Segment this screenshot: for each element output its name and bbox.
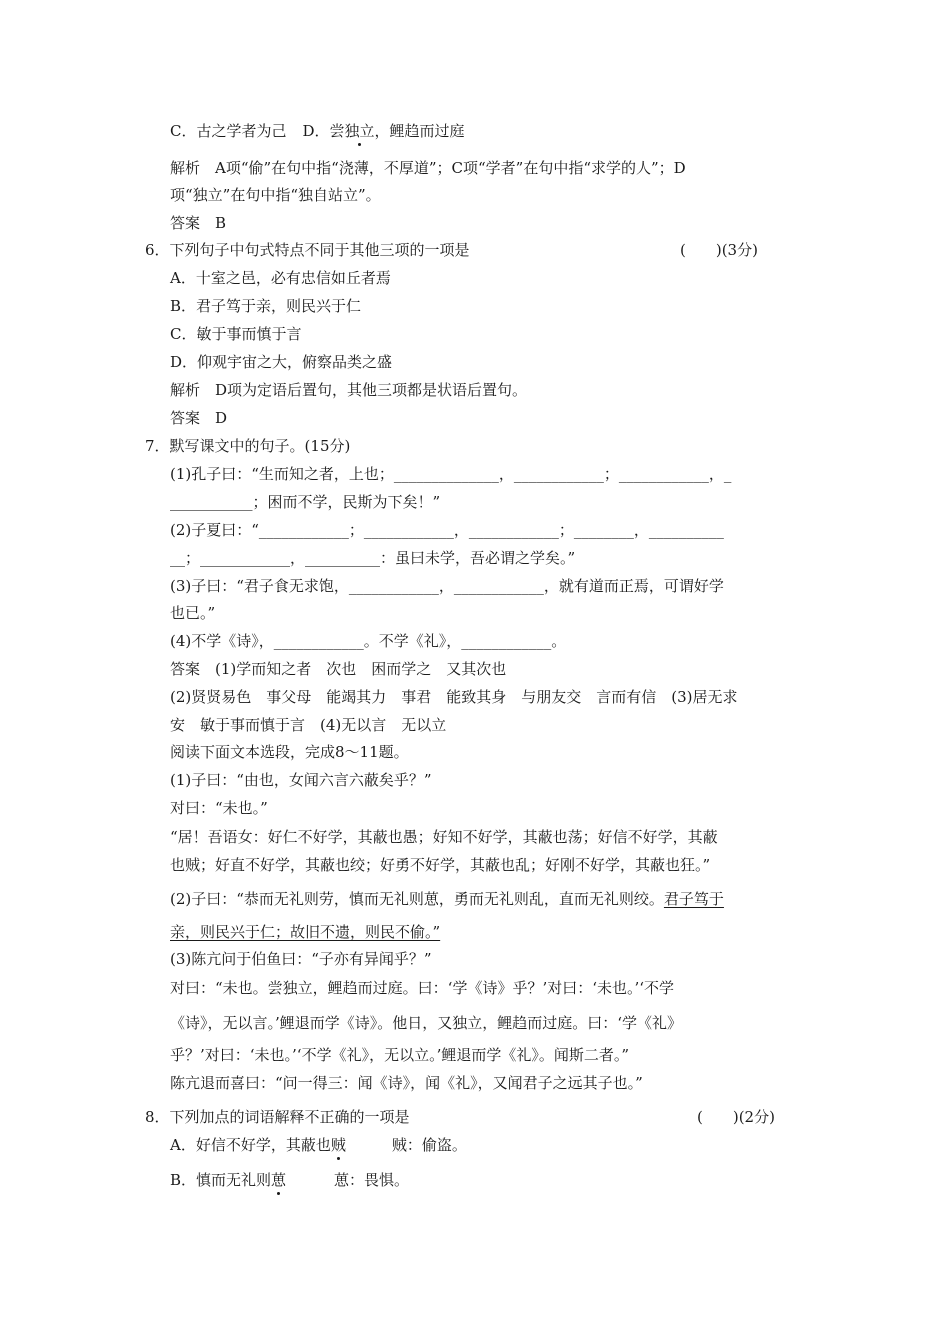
q7-line-3: (2)子夏曰：“____________；____________，____________；________，__________ <box>170 521 724 539</box>
reading-p3-line-4: 乎？’对曰：‘未也。’‘不学《礼》，无以立。’鲤退而学《礼》。闻斯二者。” <box>170 1046 630 1064</box>
reading-p2-underlined-1: 君子笃于 <box>663 890 724 908</box>
q6-option-a: A．十室之邑，必有忠信如丘者焉 <box>170 269 391 287</box>
q7-stem: 7．默写课文中的句子。(15分) <box>145 437 351 455</box>
q8-option-a-dotted: 贼 <box>330 1136 346 1154</box>
q6-answer: 答案 D <box>170 409 228 427</box>
q7-answer-1: 答案 (1)学而知之者 次也 困而学之 又其次也 <box>170 660 507 678</box>
q5-answer: 答案 B <box>170 214 227 232</box>
q7-line-6: 也已。” <box>170 604 216 622</box>
q7-answer-2: (2)贤贤易色 事父母 能竭其力 事君 能致其身 与朋友交 言而有信 (3)居无求 <box>170 688 738 706</box>
q5-analysis-1: 解析 A项“偷”在句中指“浇薄，不厚道”；C项“学者”在句中指“求学的人”；D <box>170 159 686 177</box>
reading-p2-underlined-2: 亲，则民兴于仁；故旧不遗，则民不偷。” <box>170 923 441 941</box>
q5-options-line <box>170 121 465 141</box>
q6-option-d: D．仰观宇宙之大，俯察品类之盛 <box>170 353 393 371</box>
q7-line-5: (3)子曰：“君子食无求饱，____________，____________，就有道而正焉，可谓好学 <box>170 577 724 595</box>
q6-stem: 6．下列句子中句式特点不同于其他三项的一项是 <box>145 241 470 259</box>
q5-option-d-rest: ，鲤趋而过庭 <box>374 122 465 140</box>
reading-p2-plain: (2)子曰：“恭而无礼则劳，慎而无礼则葸，勇而无礼则乱，直而无礼则绞。 <box>170 890 664 908</box>
q5-analysis-2: 项“独立”在句中指“独自站立”。 <box>170 186 381 204</box>
q5-option-c: C．古之学者为己 <box>170 122 287 140</box>
q8-option-b <box>170 1170 409 1190</box>
q8-score: ( )(2分) <box>697 1108 775 1126</box>
q8-option-a <box>170 1135 467 1155</box>
reading-p3-line-3: 《诗》，无以言。’鲤退而学《诗》。他日，又独立，鲤趋而过庭。曰：‘学《礼》 <box>170 1014 683 1032</box>
q7-line-4: __；____________，__________：虽曰未学，吾必谓之学矣。” <box>170 549 576 567</box>
q6-score: ( )(3分) <box>680 241 758 259</box>
reading-p2-line-2 <box>170 922 440 942</box>
q6-analysis: 解析 D项为定语后置句，其他三项都是状语后置句。 <box>170 381 528 399</box>
q7-answer-3: 安 敏于事而慎于言 (4)无以言 无以立 <box>170 716 447 734</box>
reading-p2-line-1 <box>170 889 724 909</box>
reading-p3-line-5: 陈亢退而喜曰：“问一得三：闻《诗》，闻《礼》，又闻君子之远其子也。” <box>170 1074 643 1092</box>
q8-stem: 8．下列加点的词语解释不正确的一项是 <box>145 1108 410 1126</box>
q5-option-d-prefix: D．尝 <box>302 122 345 140</box>
reading-intro: 阅读下面文本选段，完成8～11题。 <box>170 743 409 761</box>
reading-p3-line-2: 对曰：“未也。尝独立，鲤趋而过庭。曰：‘学《诗》乎？’对曰：‘未也。’‘不学 <box>170 979 675 997</box>
q6-option-c: C．敏于事而慎于言 <box>170 325 302 343</box>
reading-p1-line-2: 对曰：“未也。” <box>170 799 268 817</box>
q8-option-a-explanation: 贼：偷盗。 <box>391 1136 467 1154</box>
reading-p3-line-1: (3)陈亢问于伯鱼曰：“子亦有异闻乎？” <box>170 950 432 968</box>
q7-line-1: (1)孔子曰：“生而知之者，上也；______________，____________；____________，_ <box>170 465 732 483</box>
reading-p1-line-3: “居！吾语女：好仁不好学，其蔽也愚；好知不好学，其蔽也荡；好信不好学，其蔽 <box>170 828 718 846</box>
q5-option-d-dotted: 独立 <box>344 122 375 140</box>
q7-line-7: (4)不学《诗》，____________。不学《礼》，____________。 <box>170 632 567 650</box>
q8-option-b-explanation: 葸：畏惧。 <box>334 1171 410 1189</box>
q8-option-a-text: A．好信不好学，其蔽也 <box>170 1136 331 1154</box>
reading-p1-line-1: (1)子曰：“由也，女闻六言六蔽矣乎？” <box>170 771 432 789</box>
q7-line-2: ___________；困而不学，民斯为下矣！” <box>170 493 441 511</box>
q8-option-b-text: B．慎而无礼则 <box>170 1171 272 1189</box>
q6-option-b: B．君子笃于亲，则民兴于仁 <box>170 297 362 315</box>
q8-option-b-dotted: 葸 <box>271 1171 287 1189</box>
reading-p1-line-4: 也贼；好直不好学，其蔽也绞；好勇不好学，其蔽也乱；好刚不好学，其蔽也狂。” <box>170 856 711 874</box>
